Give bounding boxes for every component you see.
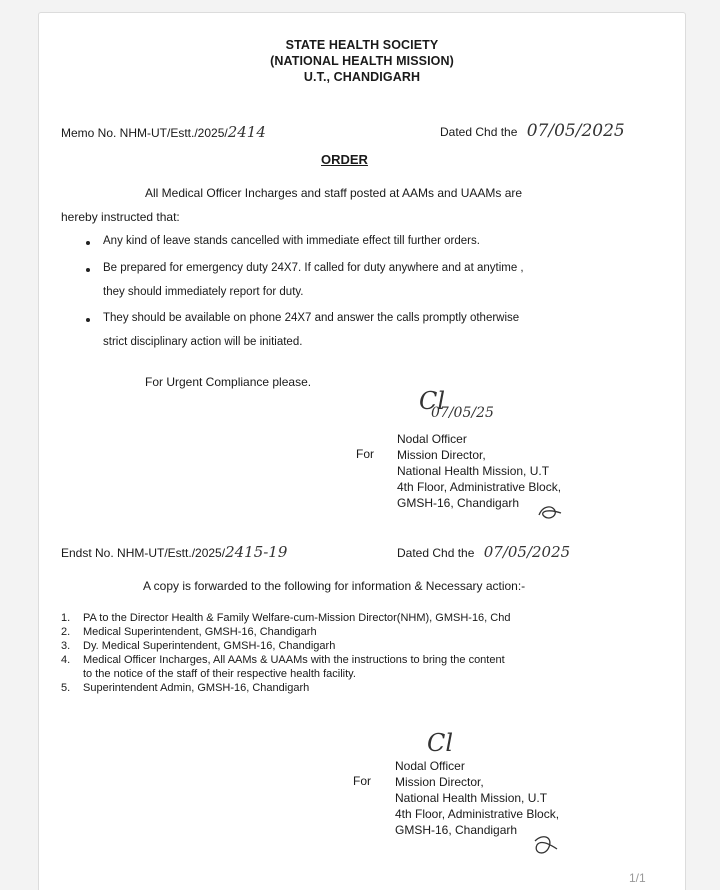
signature-block-1 xyxy=(397,431,561,511)
compliance-note: For Urgent Compliance please. xyxy=(145,375,312,389)
list-item-number: 5. xyxy=(61,682,71,694)
memo-number xyxy=(61,123,266,141)
bullet-icon xyxy=(86,268,90,272)
list-item-number: 4. xyxy=(61,654,71,666)
signatory-title: Nodal Officer xyxy=(395,759,465,773)
endst-number-prefix: Endst No. NHM-UT/Estt./2025/ xyxy=(61,546,226,560)
list-item xyxy=(61,611,510,625)
signatory-org: National Health Mission, U.T xyxy=(397,464,550,478)
bullet-2-line-1: Be prepared for emergency duty 24X7. If called for duty anywhere and at anytime , xyxy=(103,262,524,274)
bullet-3-line-1: They should be available on phone 24X7 and answer the calls promptly otherwise xyxy=(103,312,520,324)
signature-block-2 xyxy=(395,758,559,838)
signatory-address: GMSH-16, Chandigarh xyxy=(395,823,518,837)
org-name: STATE HEALTH SOCIETY xyxy=(285,38,439,52)
org-location: U.T., CHANDIGARH xyxy=(303,70,421,84)
endst-date xyxy=(397,543,570,561)
signatory-office: Mission Director, xyxy=(397,448,486,462)
scribble-mark-icon xyxy=(529,831,563,861)
signatory-org: National Health Mission, U.T xyxy=(395,791,548,805)
signatory-title: Nodal Officer xyxy=(397,432,467,446)
list-item-text: to the notice of the staff of their respective health facility. xyxy=(83,668,356,680)
bullet-2-line-2: they should immediately report for duty. xyxy=(103,286,304,298)
endst-date-label: Dated Chd the xyxy=(397,546,475,560)
bullet-3-line-2: strict disciplinary action will be initiated. xyxy=(103,336,303,348)
memo-date-handwritten: 07/05/2025 xyxy=(526,121,625,141)
list-item xyxy=(61,625,510,639)
signatory-floor: 4th Floor, Administrative Block, xyxy=(395,807,560,821)
order-title: ORDER xyxy=(321,152,368,167)
list-item-text: PA to the Director Health & Family Welfare-cum-Mission Director(NHM), GMSH-16, Chd xyxy=(83,612,511,624)
signatory-floor: 4th Floor, Administrative Block, xyxy=(397,480,562,494)
signatory-office: Mission Director, xyxy=(395,775,484,789)
memo-date-label: Dated Chd the xyxy=(440,125,518,139)
for-label: For xyxy=(353,774,371,788)
copy-list xyxy=(61,611,510,695)
memo-date xyxy=(440,121,625,141)
signature-initials: Cl xyxy=(419,387,446,415)
list-item-text: Superintendent Admin, GMSH-16, Chandigarh xyxy=(83,682,310,694)
document-page xyxy=(38,12,686,890)
list-item-number: 2. xyxy=(61,626,71,638)
signature-initials: Cl xyxy=(427,729,454,757)
for-label: For xyxy=(356,447,374,461)
bullet-icon xyxy=(86,241,90,245)
intro-line-1: All Medical Officer Incharges and staff posted at AAMs and UAAMs are xyxy=(145,186,523,200)
bullet-icon xyxy=(86,318,90,322)
list-item-text: Medical Superintendent, GMSH-16, Chandigarh xyxy=(83,626,317,638)
copy-forward-line: A copy is forwarded to the following for information & Necessary action:- xyxy=(143,579,526,593)
list-item-number: 3. xyxy=(61,640,71,652)
intro-line-2: hereby instructed that: xyxy=(61,210,180,224)
list-item-number: 1. xyxy=(61,612,71,624)
signature-date: 07/05/25 xyxy=(431,405,494,421)
list-item xyxy=(61,653,510,667)
list-item xyxy=(61,639,510,653)
endst-number xyxy=(61,543,287,561)
bullet-1-line-1: Any kind of leave stands cancelled with immediate effect till further orders. xyxy=(103,235,480,247)
list-item-text: Medical Officer Incharges, All AAMs & UAAMs with the instructions to bring the content xyxy=(83,654,505,666)
endst-number-handwritten: 2415-19 xyxy=(225,543,288,561)
page-indicator: 1/1 xyxy=(629,871,646,885)
list-item-text: Dy. Medical Superintendent, GMSH-16, Chandigarh xyxy=(83,640,336,652)
memo-number-prefix: Memo No. NHM-UT/Estt./2025/ xyxy=(61,126,228,140)
signatory-address: GMSH-16, Chandigarh xyxy=(397,496,520,510)
org-subtitle: (NATIONAL HEALTH MISSION) xyxy=(270,54,454,68)
scribble-mark-icon xyxy=(535,501,565,525)
list-item xyxy=(61,681,510,695)
list-item-continuation xyxy=(61,667,510,681)
endst-date-handwritten: 07/05/2025 xyxy=(483,543,571,561)
memo-number-handwritten: 2414 xyxy=(227,123,266,141)
